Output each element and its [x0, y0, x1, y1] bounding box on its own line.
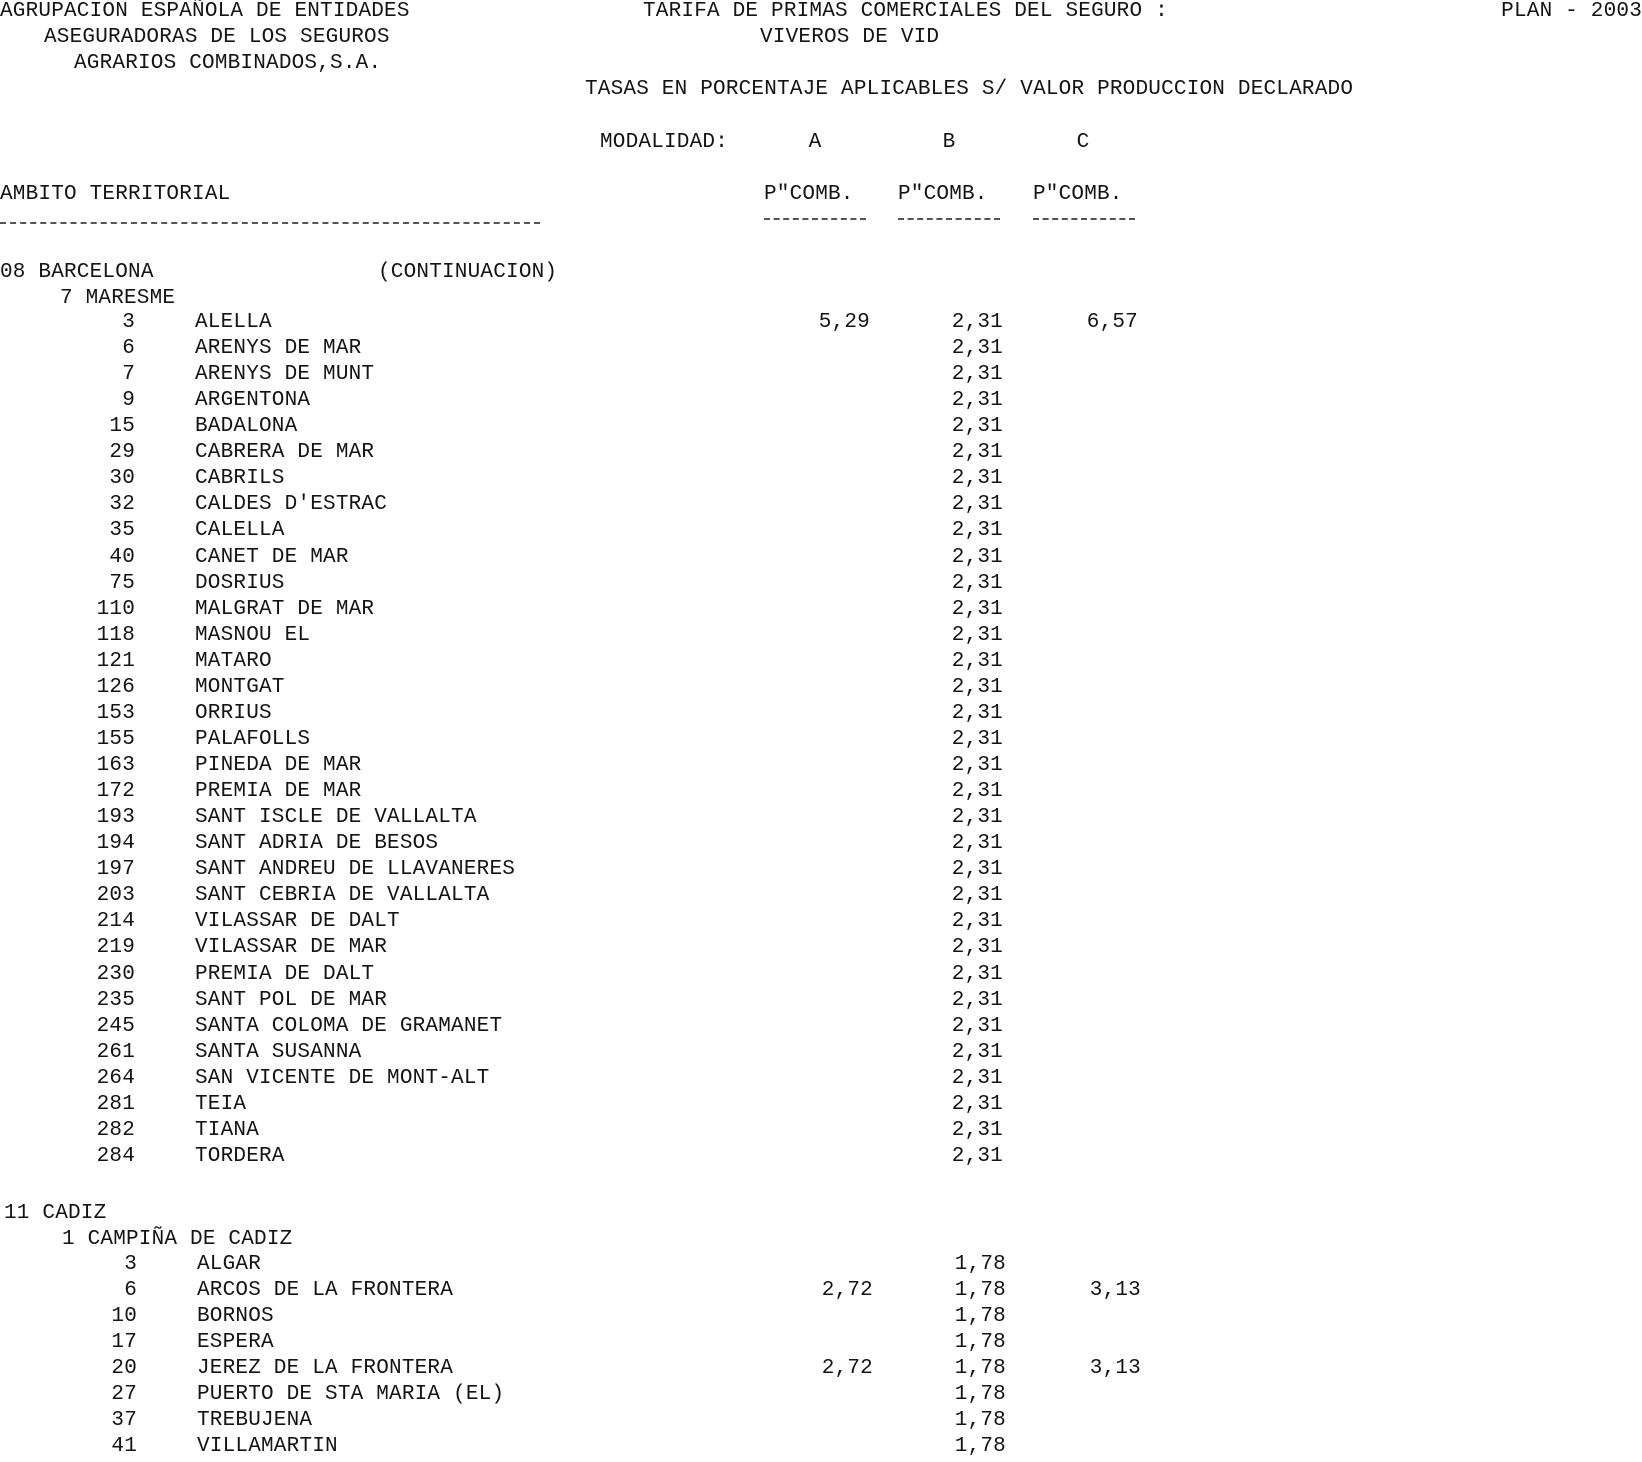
municipality-code: 121: [96, 649, 135, 673]
municipality-code: 118: [96, 623, 135, 647]
municipality-name: JEREZ DE LA FRONTERA: [197, 1357, 454, 1380]
rate-modalidad-b: 2,31: [951, 649, 1003, 673]
municipality-name: ESPERA: [197, 1331, 274, 1354]
municipality-name: TIANA: [195, 1118, 260, 1142]
rate-modalidad-b: 2,31: [951, 441, 1003, 465]
table-row: [0, 1015, 1642, 1041]
municipality-name: ORRIUS: [195, 701, 272, 725]
rate-modalidad-b: 2,31: [951, 363, 1003, 387]
municipality-name: ARENYS DE MAR: [195, 337, 362, 361]
municipality-name: MONTGAT: [195, 675, 285, 699]
municipality-code: 281: [96, 1092, 135, 1116]
municipality-name: MATARO: [195, 649, 272, 673]
municipality-code: 20: [111, 1357, 137, 1380]
rate-modalidad-b: 2,31: [951, 988, 1003, 1012]
municipality-code: 6: [124, 1279, 137, 1302]
org-name-line2: ASEGURADORAS DE LOS SEGUROS: [44, 26, 390, 49]
municipality-name: PALAFOLLS: [195, 727, 311, 751]
rate-modalidad-b: 1,78: [954, 1253, 1006, 1276]
table-row: [0, 546, 1642, 572]
table-row: [0, 650, 1642, 676]
rate-modalidad-a: 2,72: [821, 1279, 873, 1302]
table-row: [0, 806, 1642, 832]
table-row: [0, 1305, 1642, 1331]
table-row: [0, 1253, 1642, 1279]
rate-modalidad-b: 1,78: [954, 1357, 1006, 1380]
rate-modalidad-b: 2,31: [951, 962, 1003, 986]
municipality-name: MALGRAT DE MAR: [195, 597, 375, 621]
municipality-code: 41: [111, 1435, 137, 1458]
table-row: [0, 1409, 1642, 1435]
municipality-name: TORDERA: [195, 1144, 285, 1168]
table-row: [0, 910, 1642, 936]
municipality-name: SANT CEBRIA DE VALLALTA: [195, 884, 490, 908]
municipality-code: 9: [122, 389, 135, 413]
municipality-code: 6: [122, 337, 135, 361]
municipality-code: 264: [96, 1066, 135, 1090]
municipality-code: 27: [111, 1383, 137, 1406]
municipality-name: VILASSAR DE DALT: [195, 910, 400, 934]
municipality-name: CANET DE MAR: [195, 545, 349, 569]
rate-modalidad-b: 1,78: [954, 1331, 1006, 1354]
rate-modalidad-b: 2,31: [951, 936, 1003, 960]
municipality-name: CALDES D'ESTRAC: [195, 493, 388, 517]
org-name-line1: AGRUPACION ESPAÑOLA DE ENTIDADES: [0, 0, 410, 23]
table-row: [0, 754, 1642, 780]
municipality-code: 37: [111, 1409, 137, 1432]
municipality-name: VILASSAR DE MAR: [195, 936, 388, 960]
modalidad-a: A: [808, 131, 822, 154]
header-underline-c: [1033, 218, 1135, 220]
rate-modalidad-b: 2,31: [951, 754, 1003, 778]
table-row: [0, 337, 1642, 363]
municipality-name: ARGENTONA: [195, 389, 311, 413]
modalidad-c: C: [1076, 131, 1090, 154]
municipality-name: TEIA: [195, 1092, 247, 1116]
municipality-name: SAN VICENTE DE MONT-ALT: [195, 1066, 490, 1090]
municipality-name: ARCOS DE LA FRONTERA: [197, 1279, 454, 1302]
column-header-a: P"COMB.: [764, 183, 854, 206]
rate-modalidad-b: 2,31: [951, 337, 1003, 361]
column-header-b: P"COMB.: [898, 183, 988, 206]
rate-modalidad-a: 5,29: [818, 311, 870, 334]
table-row: [0, 467, 1642, 493]
rate-modalidad-b: 1,78: [954, 1305, 1006, 1328]
rates-subtitle: TASAS EN PORCENTAJE APLICABLES S/ VALOR PRODUCCION DECLARADO: [585, 78, 1354, 101]
table-row: [0, 1279, 1642, 1305]
province-note: (CONTINUACION): [378, 261, 558, 284]
header-underline-ambito: [0, 222, 540, 224]
municipality-code: 7: [122, 363, 135, 387]
table-row: [0, 728, 1642, 754]
rate-modalidad-b: 2,31: [951, 675, 1003, 699]
header-underline-b: [898, 218, 1000, 220]
rate-modalidad-a: 2,72: [821, 1357, 873, 1380]
plan-label: PLAN - 2003: [1501, 0, 1642, 23]
rate-modalidad-b: 2,31: [951, 311, 1003, 334]
municipality-code: 153: [96, 701, 135, 725]
rate-modalidad-b: 2,31: [951, 519, 1003, 543]
municipality-name: TREBUJENA: [197, 1409, 313, 1432]
municipality-name: BORNOS: [197, 1305, 274, 1328]
table-row: [0, 1435, 1642, 1461]
org-name-line3: AGRARIOS COMBINADOS,S.A.: [74, 52, 382, 75]
rate-modalidad-b: 1,78: [954, 1279, 1006, 1302]
municipality-code: 35: [109, 519, 135, 543]
table-row: [0, 598, 1642, 624]
municipality-code: 235: [96, 988, 135, 1012]
rate-modalidad-b: 2,31: [951, 884, 1003, 908]
municipality-code: 261: [96, 1040, 135, 1064]
municipality-name: SANT ANDREU DE LLAVANERES: [195, 858, 516, 882]
municipality-name: VILLAMARTIN: [197, 1435, 338, 1458]
rate-modalidad-b: 2,31: [951, 597, 1003, 621]
rate-modalidad-b: 2,31: [951, 389, 1003, 413]
table-row: [0, 1145, 1642, 1171]
municipality-code: 284: [96, 1144, 135, 1168]
municipality-name: DOSRIUS: [195, 571, 285, 595]
table-row: [0, 493, 1642, 519]
table-row: [0, 702, 1642, 728]
table-row: [0, 1357, 1642, 1383]
rate-modalidad-b: 2,31: [951, 701, 1003, 725]
municipality-code: 29: [109, 441, 135, 465]
municipality-name: SANTA SUSANNA: [195, 1040, 362, 1064]
municipality-code: 163: [96, 754, 135, 778]
municipality-name: BADALONA: [195, 415, 298, 439]
rate-modalidad-c: 3,13: [1089, 1279, 1141, 1302]
column-header-c: P"COMB.: [1033, 183, 1123, 206]
municipality-code: 203: [96, 884, 135, 908]
table-row: [0, 1093, 1642, 1119]
table-row: [0, 389, 1642, 415]
municipality-name: PREMIA DE MAR: [195, 780, 362, 804]
table-row: [0, 519, 1642, 545]
table-row: [0, 780, 1642, 806]
municipality-code: 40: [109, 545, 135, 569]
rate-modalidad-b: 2,31: [951, 1014, 1003, 1038]
table-row: [0, 624, 1642, 650]
rate-modalidad-b: 1,78: [954, 1435, 1006, 1458]
municipality-name: SANTA COLOMA DE GRAMANET: [195, 1014, 503, 1038]
rate-modalidad-b: 2,31: [951, 806, 1003, 830]
table-row: [0, 1119, 1642, 1145]
table-row: [0, 363, 1642, 389]
municipality-code: 214: [96, 910, 135, 934]
rate-modalidad-b: 2,31: [951, 1118, 1003, 1142]
province-heading: 08 BARCELONA: [0, 261, 154, 284]
municipality-code: 245: [96, 1014, 135, 1038]
municipality-code: 282: [96, 1118, 135, 1142]
municipality-code: 172: [96, 780, 135, 804]
table-row: [0, 1041, 1642, 1067]
comarca-heading: 1 CAMPIÑA DE CADIZ: [62, 1228, 293, 1251]
table-row: [0, 676, 1642, 702]
municipality-code: 32: [109, 493, 135, 517]
rate-modalidad-b: 2,31: [951, 467, 1003, 491]
rate-modalidad-b: 2,31: [951, 858, 1003, 882]
municipality-code: 10: [111, 1305, 137, 1328]
rate-modalidad-c: 6,57: [1086, 311, 1138, 334]
municipality-code: 30: [109, 467, 135, 491]
table-row: [0, 936, 1642, 962]
table-row: [0, 858, 1642, 884]
municipality-name: ALELLA: [195, 311, 272, 334]
rate-modalidad-b: 1,78: [954, 1409, 1006, 1432]
municipality-code: 230: [96, 962, 135, 986]
municipality-name: ALGAR: [197, 1253, 262, 1276]
municipality-name: ARENYS DE MUNT: [195, 363, 375, 387]
rate-modalidad-b: 2,31: [951, 1040, 1003, 1064]
table-row: [0, 572, 1642, 598]
modalidad-label: MODALIDAD:: [600, 131, 729, 154]
municipality-name: SANT ISCLE DE VALLALTA: [195, 806, 477, 830]
rate-modalidad-b: 2,31: [951, 1092, 1003, 1116]
rate-modalidad-b: 1,78: [954, 1383, 1006, 1406]
tariff-title: TARIFA DE PRIMAS COMERCIALES DEL SEGURO :: [643, 0, 1168, 23]
rate-modalidad-c: 3,13: [1089, 1357, 1141, 1380]
municipality-name: CALELLA: [195, 519, 285, 543]
municipality-name: PUERTO DE STA MARIA (EL): [197, 1383, 505, 1406]
municipality-name: CABRERA DE MAR: [195, 441, 375, 465]
rate-modalidad-b: 2,31: [951, 832, 1003, 856]
rate-modalidad-b: 2,31: [951, 623, 1003, 647]
rate-modalidad-b: 2,31: [951, 415, 1003, 439]
table-row: [0, 963, 1642, 989]
table-row: [0, 884, 1642, 910]
municipality-code: 3: [122, 311, 135, 334]
table-row: [0, 1383, 1642, 1409]
table-row: [0, 311, 1642, 337]
municipality-code: 15: [109, 415, 135, 439]
header-underline-a: [764, 218, 866, 220]
municipality-name: PREMIA DE DALT: [195, 962, 375, 986]
province-heading: 11 CADIZ: [4, 1202, 107, 1225]
municipality-name: MASNOU EL: [195, 623, 311, 647]
municipality-code: 110: [96, 597, 135, 621]
insurance-product: VIVEROS DE VID: [760, 26, 940, 49]
rate-modalidad-b: 2,31: [951, 780, 1003, 804]
table-row: [0, 441, 1642, 467]
municipality-code: 197: [96, 858, 135, 882]
table-row: [0, 832, 1642, 858]
rate-modalidad-b: 2,31: [951, 910, 1003, 934]
municipality-code: 155: [96, 727, 135, 751]
municipality-code: 3: [124, 1253, 137, 1276]
municipality-code: 17: [111, 1331, 137, 1354]
municipality-code: 194: [96, 832, 135, 856]
municipality-name: SANT POL DE MAR: [195, 988, 388, 1012]
municipality-name: PINEDA DE MAR: [195, 754, 362, 778]
municipality-code: 219: [96, 936, 135, 960]
table-row: [0, 1067, 1642, 1093]
rate-modalidad-b: 2,31: [951, 1144, 1003, 1168]
municipality-name: SANT ADRIA DE BESOS: [195, 832, 439, 856]
municipality-code: 75: [109, 571, 135, 595]
modalidad-b: B: [942, 131, 956, 154]
rate-modalidad-b: 2,31: [951, 1066, 1003, 1090]
comarca-heading: 7 MARESME: [60, 287, 176, 310]
rate-modalidad-b: 2,31: [951, 571, 1003, 595]
rate-modalidad-b: 2,31: [951, 545, 1003, 569]
table-row: [0, 1331, 1642, 1357]
table-row: [0, 415, 1642, 441]
municipality-code: 126: [96, 675, 135, 699]
rate-modalidad-b: 2,31: [951, 493, 1003, 517]
table-row: [0, 989, 1642, 1015]
rate-modalidad-b: 2,31: [951, 727, 1003, 751]
ambito-territorial-header: AMBITO TERRITORIAL: [0, 183, 231, 206]
municipality-code: 193: [96, 806, 135, 830]
municipality-name: CABRILS: [195, 467, 285, 491]
